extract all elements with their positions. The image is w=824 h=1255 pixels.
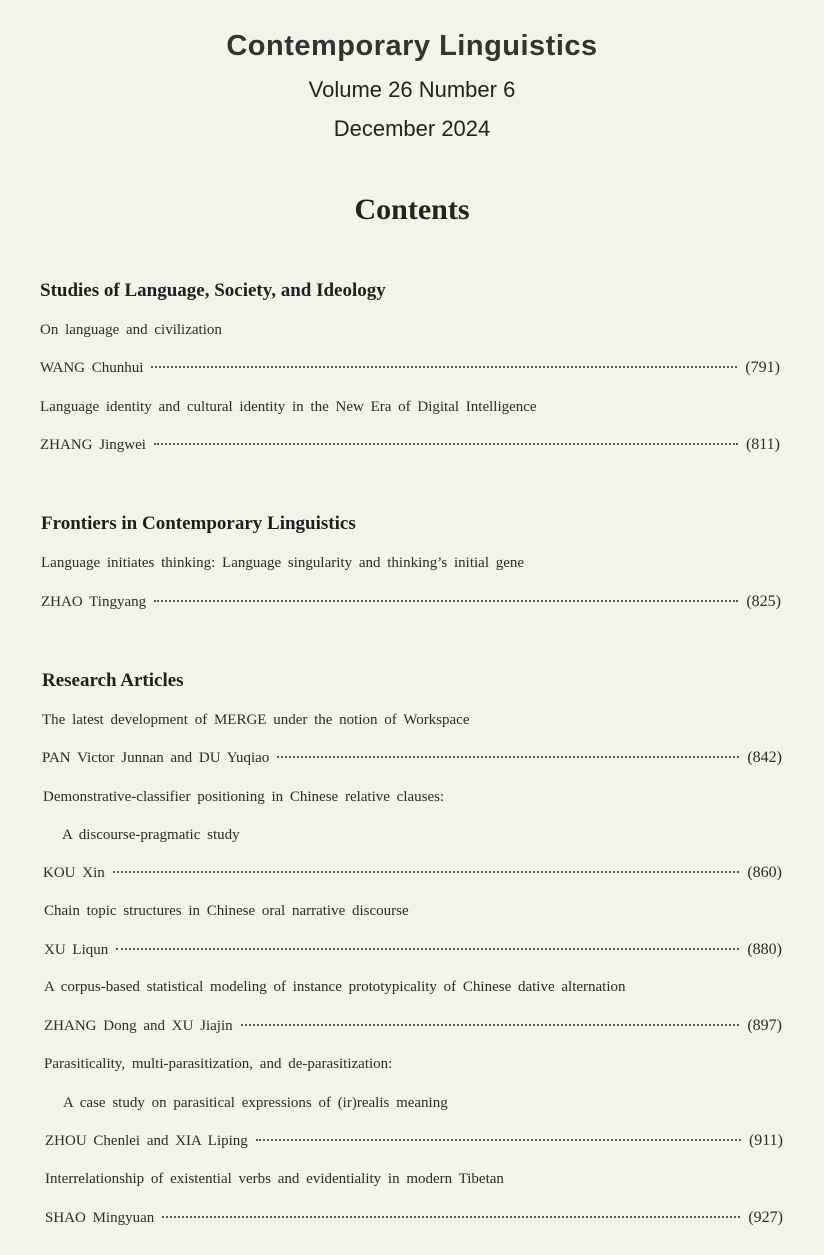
toc-entry [44, 941, 782, 959]
article-author: ZHAO Tingyang [41, 594, 147, 610]
section-heading-society-ideology: Studies of Language, Society, and Ideology [40, 280, 386, 301]
dot-leader [154, 442, 738, 445]
article-title-line: Language identity and cultural identity in the New Era of Digital Intelligence [40, 399, 537, 415]
issue-date-line: December 2024 [333, 116, 491, 141]
article-subtitle-line: A case study on parasitical expressions of (ir)realis meaning [63, 1095, 448, 1111]
journal-title: Contemporary Linguistics [226, 30, 598, 62]
article-title-line: On language and civilization [40, 322, 222, 338]
dot-leader [241, 1023, 740, 1026]
article-page-number: (911) [748, 1132, 783, 1149]
toc-entry [45, 1209, 783, 1227]
section-heading-research-articles: Research Articles [42, 670, 184, 691]
article-author: SHAO Mingyuan [45, 1210, 155, 1226]
dot-leader [116, 947, 739, 950]
article-page-number: (825) [746, 593, 781, 610]
article-page-number: (880) [747, 941, 782, 958]
article-author: ZHANG Dong and XU Jiajin [44, 1018, 233, 1034]
article-page-number: (811) [745, 436, 780, 453]
toc-entry [42, 749, 782, 767]
dot-leader [154, 599, 738, 602]
toc-entry [40, 359, 780, 377]
article-author: PAN Victor Junnan and DU Yuqiao [42, 750, 270, 766]
article-page-number: (927) [748, 1209, 783, 1226]
dot-leader [277, 755, 739, 758]
article-author: KOU Xin [43, 865, 105, 881]
article-title-line: The latest development of MERGE under the notion of Workspace [42, 712, 470, 728]
dot-leader [151, 365, 737, 368]
dot-leader [256, 1138, 741, 1141]
dot-leader [113, 870, 740, 873]
article-title-line: Parasiticality, multi-parasitization, and de-parasitization: [44, 1056, 393, 1072]
article-author: XU Liqun [44, 942, 109, 958]
article-title-line: Interrelationship of existential verbs and evidentiality in modern Tibetan [45, 1171, 504, 1187]
article-page-number: (842) [747, 749, 782, 766]
article-title-line: A corpus-based statistical modeling of instance prototypicality of Chinese dative alternation [44, 979, 626, 995]
article-page-number: (791) [745, 359, 780, 376]
article-title-line: Chain topic structures in Chinese oral narrative discourse [44, 903, 409, 919]
contents-heading: Contents [354, 193, 470, 226]
toc-entry [44, 1017, 782, 1035]
article-author: ZHANG Jingwei [40, 437, 146, 453]
article-subtitle-line: A discourse-pragmatic study [62, 827, 240, 843]
article-author: WANG Chunhui [40, 360, 144, 376]
toc-entry [45, 1132, 783, 1150]
dot-leader [162, 1215, 740, 1218]
issue-volume-line: Volume 26 Number 6 [308, 77, 516, 102]
toc-entry [41, 593, 781, 611]
article-title-line: Language initiates thinking: Language singularity and thinking’s initial gene [41, 555, 525, 571]
section-heading-frontiers: Frontiers in Contemporary Linguistics [41, 513, 356, 534]
article-page-number: (860) [747, 864, 782, 881]
toc-entry [40, 436, 780, 454]
article-page-number: (897) [747, 1017, 782, 1034]
article-title-line: Demonstrative-classifier positioning in Chinese relative clauses: [43, 789, 445, 805]
toc-entry [43, 864, 782, 882]
article-author: ZHOU Chenlei and XIA Liping [45, 1133, 248, 1149]
